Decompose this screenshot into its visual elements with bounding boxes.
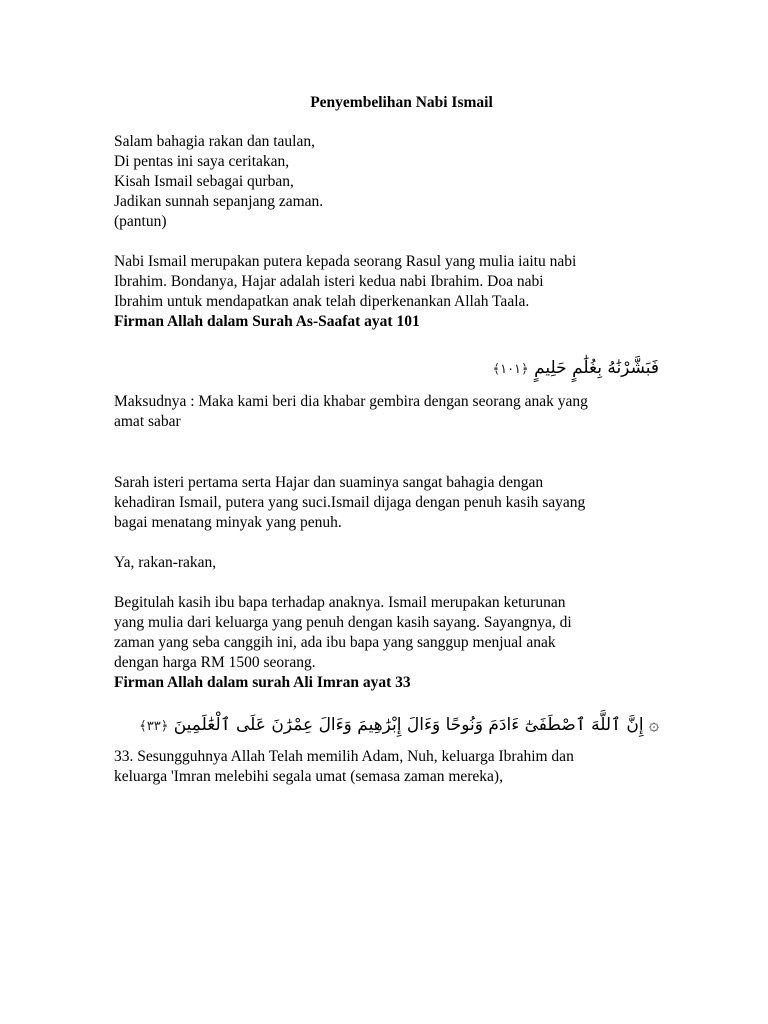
translation-line: 33. Sesungguhnya Allah Telah memilih Adam, Nuh, keluarga Ibrahim dan <box>114 748 574 765</box>
intro-paragraph <box>114 252 659 312</box>
story-line: bagai menatang minyak yang penuh. <box>114 514 342 531</box>
section2-translation <box>114 747 659 787</box>
intro-line: Nabi Ismail merupakan putera kepada seorang Rasul yang mulia iaitu nabi <box>114 253 577 270</box>
love-line: dengan harga RM 1500 seorang. <box>114 654 316 671</box>
love-line: yang mulia dari keluarga yang penuh dengan kasih sayang. Sayangnya, di <box>114 614 572 631</box>
translation-line: keluarga 'Imran melebihi segala umat (semasa zaman mereka), <box>114 768 503 785</box>
pantun-line: Di pentas ini saya ceritakan, <box>114 153 290 170</box>
pantun-line: Salam bahagia rakan dan taulan, <box>114 133 315 150</box>
meaning-line: amat sabar <box>114 413 181 430</box>
section1-heading: Firman Allah dalam Surah As-Saafat ayat 101 <box>114 313 420 330</box>
intro-line: Ibrahim untuk mendapatkan anak telah diperkenankan Allah Taala. <box>114 293 530 310</box>
section2-verse <box>114 715 659 737</box>
section1-meaning <box>114 392 659 432</box>
love-line: Begitulah kasih ibu bapa terhadap anaknya. Ismail merupakan keturunan <box>114 594 566 611</box>
pantun-line: Jadikan sunnah sepanjang zaman. <box>114 193 324 210</box>
love-paragraph <box>114 593 659 673</box>
story-paragraph <box>114 473 659 533</box>
meaning-line: Maksudnya : Maka kami beri dia khabar gembira dengan seorang anak yang <box>114 393 588 410</box>
section1-verse-text: فَبَشَّرْنَٰهُ بِغُلَٰمٍ حَلِيمٍ <box>534 358 659 378</box>
section2-verse-text: ۞ إِنَّ ٱللَّهَ ٱصْطَفَىٰٓ ءَادَمَ وَنُوحًا وَءَالَ إِبْرَٰهِيمَ وَءَالَ عِمْرَٰنَ عَلَى ٱلْعَٰلَمِينَ <box>173 715 659 735</box>
pantun-label: (pantun) <box>114 213 167 230</box>
story-line: Sarah isteri pertama serta Hajar dan suaminya sangat bahagia dengan <box>114 474 544 491</box>
section2-verse-number: ﴿٣٣﴾ <box>139 719 169 734</box>
address-line: Ya, rakan-rakan, <box>114 554 217 571</box>
document-page <box>114 93 659 787</box>
intro-line: Ibrahim. Bondanya, Hajar adalah isteri kedua nabi Ibrahim. Doa nabi <box>114 273 544 290</box>
pantun-line: Kisah Ismail sebagai qurban, <box>114 173 294 190</box>
section1-verse-number: ﴿١٠١﴾ <box>492 362 529 377</box>
love-line: zaman yang seba canggih ini, ada ibu bapa yang sanggup menjual anak <box>114 634 556 651</box>
section1-verse <box>114 358 659 380</box>
story-line: kehadiran Ismail, putera yang suci.Ismail dijaga dengan penuh kasih sayang <box>114 494 586 511</box>
page-title: Penyembelihan Nabi Ismail <box>310 94 493 111</box>
pantun-block <box>114 132 659 232</box>
section2-heading: Firman Allah dalam surah Ali Imran ayat 33 <box>114 674 411 691</box>
